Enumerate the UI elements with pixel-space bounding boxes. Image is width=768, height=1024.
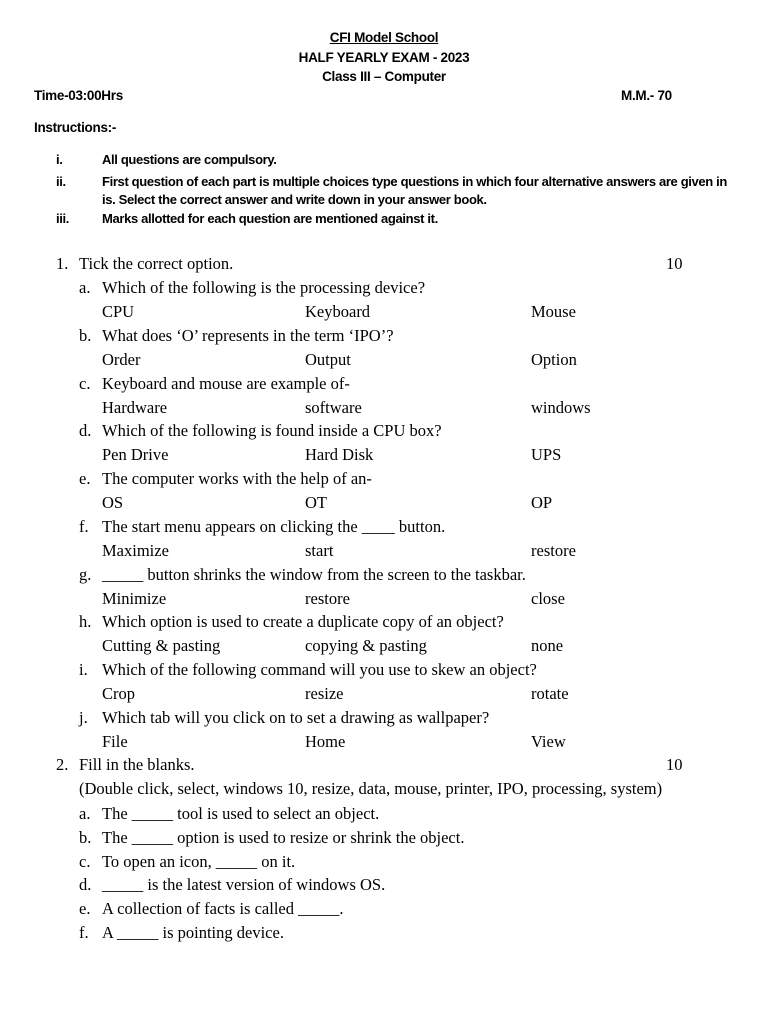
blank-sentence: A _____ is pointing device. bbox=[102, 923, 284, 942]
mcq-letter: d. bbox=[79, 421, 92, 440]
instruction-number: ii. bbox=[56, 174, 66, 189]
mcq-option: Keyboard bbox=[305, 302, 371, 321]
mcq-letter: a. bbox=[79, 278, 91, 297]
mcq-option: Order bbox=[102, 350, 141, 369]
mcq-letter: b. bbox=[79, 326, 92, 345]
mcq-option: copying & pasting bbox=[305, 636, 427, 655]
question-marks: 10 bbox=[666, 755, 683, 774]
mcq-letter: h. bbox=[79, 612, 92, 631]
blank-letter: c. bbox=[79, 852, 91, 871]
max-marks: M.M.- 70 bbox=[621, 88, 672, 103]
mcq-option: UPS bbox=[531, 445, 562, 464]
mcq-question: Which option is used to create a duplicate copy of an object? bbox=[102, 612, 504, 631]
instruction-text: Marks allotted for each question are mentioned against it. bbox=[102, 211, 438, 226]
mcq-option: Crop bbox=[102, 684, 135, 703]
blank-sentence: The _____ option is used to resize or shrink the object. bbox=[102, 828, 465, 847]
mcq-option: Pen Drive bbox=[102, 445, 169, 464]
exam-time: Time-03:00Hrs bbox=[34, 88, 123, 103]
mcq-option: Option bbox=[531, 350, 577, 369]
blank-letter: a. bbox=[79, 804, 91, 823]
mcq-letter: g. bbox=[79, 565, 92, 584]
mcq-option: close bbox=[531, 589, 565, 608]
blank-letter: f. bbox=[79, 923, 89, 942]
mcq-question: The computer works with the help of an- bbox=[102, 469, 372, 488]
mcq-option: rotate bbox=[531, 684, 569, 703]
instruction-number: iii. bbox=[56, 211, 70, 226]
mcq-option: CPU bbox=[102, 302, 135, 321]
mcq-question: Which of the following is the processing device? bbox=[102, 278, 426, 297]
mcq-option: Mouse bbox=[531, 302, 576, 321]
mcq-option: Output bbox=[305, 350, 351, 369]
blank-sentence: _____ is the latest version of windows OS. bbox=[102, 875, 386, 894]
mcq-option: View bbox=[531, 732, 566, 751]
question-title: Tick the correct option. bbox=[79, 254, 234, 273]
mcq-option: OP bbox=[531, 493, 553, 512]
mcq-option: OS bbox=[102, 493, 124, 512]
mcq-option: software bbox=[305, 398, 362, 417]
mcq-option: Cutting & pasting bbox=[102, 636, 221, 655]
question-number: 1. bbox=[56, 254, 69, 273]
blank-sentence: To open an icon, _____ on it. bbox=[102, 852, 296, 871]
mcq-question: _____ button shrinks the window from the screen to the taskbar. bbox=[102, 565, 526, 584]
blank-letter: b. bbox=[79, 828, 92, 847]
mcq-option: Minimize bbox=[102, 589, 167, 608]
question-title: Fill in the blanks. bbox=[79, 755, 195, 774]
mcq-letter: c. bbox=[79, 374, 91, 393]
mcq-option: restore bbox=[305, 589, 350, 608]
mcq-question: Which of the following is found inside a CPU box? bbox=[102, 421, 442, 440]
mcq-option: Hardware bbox=[102, 398, 168, 417]
mcq-question: Which of the following command will you use to skew an object? bbox=[102, 660, 537, 679]
instruction-number: i. bbox=[56, 152, 63, 167]
mcq-option: Hard Disk bbox=[305, 445, 374, 464]
blank-sentence: A collection of facts is called _____. bbox=[102, 899, 344, 918]
question-marks: 10 bbox=[666, 254, 683, 273]
exam-title: HALF YEARLY EXAM - 2023 bbox=[298, 50, 470, 65]
mcq-letter: e. bbox=[79, 469, 91, 488]
blank-letter: e. bbox=[79, 899, 91, 918]
mcq-option: start bbox=[305, 541, 334, 560]
mcq-option: Maximize bbox=[102, 541, 169, 560]
mcq-question: The start menu appears on clicking the ____ button. bbox=[102, 517, 446, 536]
mcq-letter: j. bbox=[79, 708, 88, 727]
mcq-option: resize bbox=[305, 684, 344, 703]
mcq-option: windows bbox=[531, 398, 591, 417]
school-name: CFI Model School bbox=[329, 30, 439, 45]
mcq-option: restore bbox=[531, 541, 576, 560]
instruction-text: All questions are compulsory. bbox=[102, 152, 277, 167]
blank-letter: d. bbox=[79, 875, 92, 894]
question-number: 2. bbox=[56, 755, 69, 774]
mcq-question: What does ‘O’ represents in the term ‘IPO’? bbox=[102, 326, 394, 345]
instructions-heading: Instructions:- bbox=[34, 120, 117, 135]
mcq-option: File bbox=[102, 732, 128, 751]
mcq-letter: i. bbox=[79, 660, 88, 679]
class-subject: Class III – Computer bbox=[322, 69, 446, 84]
mcq-option: Home bbox=[305, 732, 346, 751]
mcq-question: Which tab will you click on to set a drawing as wallpaper? bbox=[102, 708, 490, 727]
mcq-option: OT bbox=[305, 493, 327, 512]
mcq-option: none bbox=[531, 636, 564, 655]
instruction-text: First question of each part is multiple choices type questions in which four alternative answers are given in is. Select the correct answer and write down in your answer book. bbox=[102, 174, 728, 207]
blank-sentence: The _____ tool is used to select an object. bbox=[102, 804, 380, 823]
word-bank: (Double click, select, windows 10, resize, data, mouse, printer, IPO, processing, system) bbox=[79, 779, 663, 798]
mcq-question: Keyboard and mouse are example of- bbox=[102, 374, 350, 393]
mcq-letter: f. bbox=[79, 517, 89, 536]
